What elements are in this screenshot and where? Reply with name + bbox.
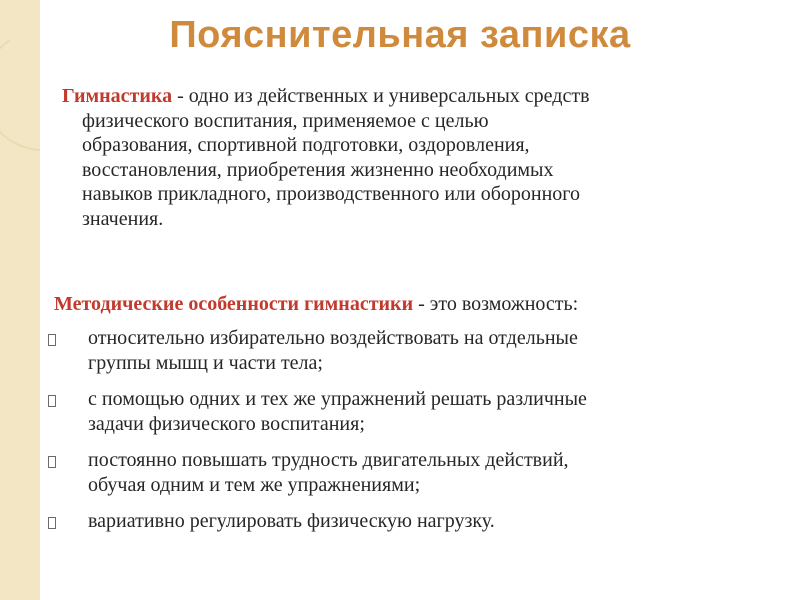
bullet-line: относительно избирательно воздействовать на отдельные (88, 327, 578, 349)
intro-line (62, 84, 762, 109)
bullet-line: обучая одним и тем же упражнениями; (88, 474, 421, 496)
bullet-marker-icon (48, 334, 56, 346)
intro-paragraph (62, 84, 762, 231)
intro-term: Гимнастика (62, 85, 173, 107)
bullet-item (0, 387, 800, 437)
bullet-line: задачи физического воспитания; (88, 413, 365, 435)
bullet-item (0, 509, 800, 534)
method-rest: - это возможность: (413, 293, 579, 315)
intro-line: значения. (82, 207, 164, 230)
bullet-line: вариативно регулировать физическую нагрузку. (88, 510, 495, 532)
intro-line: физического воспитания, применяемое с целью (82, 109, 489, 132)
bullet-marker-icon (48, 456, 56, 468)
intro-line: восстановления, приобретения жизненно необходимых (82, 158, 554, 181)
method-heading (54, 292, 774, 316)
bullet-item (0, 326, 800, 376)
method-term: Методические особенности гимнастики (54, 293, 414, 315)
intro-line: навыков прикладного, производственного или оборонного (82, 183, 580, 205)
bullet-item (0, 448, 800, 498)
slide-title: Пояснительная записка (169, 14, 631, 56)
bullet-marker-icon (48, 395, 56, 407)
bullet-list (0, 326, 800, 545)
bullet-marker-icon (48, 517, 56, 529)
bullet-line: группы мышц и части тела; (88, 352, 323, 374)
bullet-line: с помощью одних и тех же упражнений решать различные (88, 388, 587, 410)
intro-line: образования, спортивной подготовки, оздоровления, (82, 134, 530, 156)
bullet-line: постоянно повышать трудность двигательных действий, (88, 449, 569, 471)
intro-line-text: - одно из действенных и универсальных средств (172, 85, 590, 107)
